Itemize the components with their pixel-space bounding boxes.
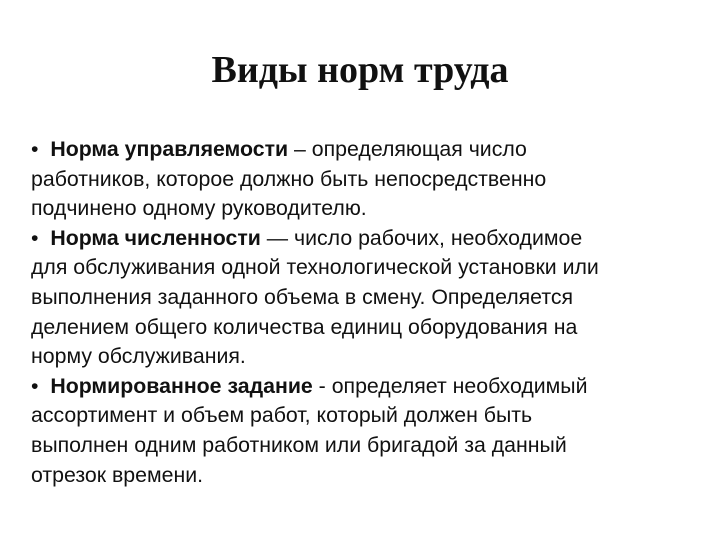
definition-item-headcount-norm: [31, 224, 696, 372]
definition-text: - определяет необходимый: [312, 373, 588, 398]
definition-item-standard-task: [31, 372, 696, 490]
definition-first-line: [31, 135, 696, 165]
definition-line: норму обслуживания.: [31, 344, 246, 369]
definition-item-management-norm: [31, 135, 696, 224]
slide-body: [31, 135, 696, 490]
definition-term: Нормированное задание: [50, 373, 313, 398]
definition-term: Норма численности: [50, 225, 261, 250]
slide-title: Виды норм труда: [211, 49, 509, 91]
definition-line: выполнен одним работником или бригадой за данный: [31, 432, 567, 457]
bullet: •: [31, 137, 39, 161]
definition-line: работников, которое должно быть непосредственно: [31, 166, 547, 191]
definition-first-line: [31, 372, 696, 402]
definition-line: подчинено одному руководителю.: [31, 196, 367, 221]
definition-line: для обслуживания одной технологической установки или: [31, 255, 599, 280]
bullet: •: [31, 225, 39, 250]
definition-line: ассортимент и объем работ, который должен быть: [31, 403, 533, 428]
definition-text: – определяющая число: [288, 137, 527, 161]
definition-first-line: [31, 224, 696, 254]
definition-term: Норма управляемости: [50, 137, 289, 161]
definition-line: делением общего количества единиц оборудования на: [31, 314, 578, 339]
definition-text: — число рабочих, необходимое: [260, 225, 583, 250]
definition-line: выполнения заданного объема в смену. Определяется: [31, 284, 574, 309]
definition-line: отрезок времени.: [31, 462, 204, 487]
bullet: •: [31, 373, 39, 398]
